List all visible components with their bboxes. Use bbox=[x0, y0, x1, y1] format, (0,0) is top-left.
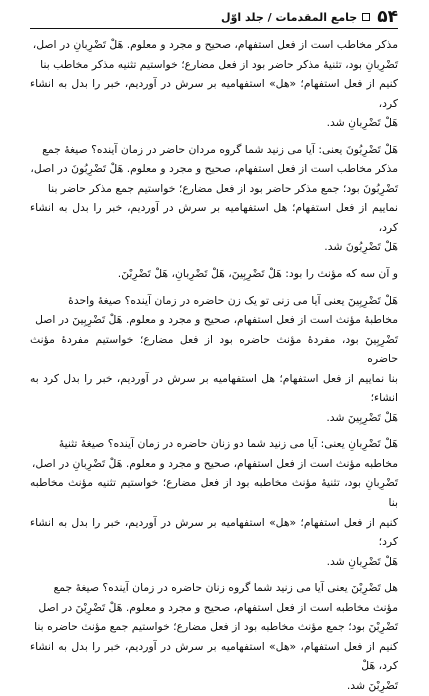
text-line: هَلْ تَضْرِبِینَ شد. bbox=[326, 410, 398, 424]
page-number: ۵۴ bbox=[377, 7, 398, 27]
paragraph bbox=[30, 140, 398, 257]
text-line: کنیم از فعل استفهام؛ «هل» استفهامیه بر سرش در آوردیم، خبر را بدل به انشاء کرد؛ bbox=[30, 515, 398, 549]
text-line: تَضْرِبانِ بود، تثنیهٔ مذکر حاضر بود از فعل مضارع؛ خواستیم تثنیه مذکر مخاطب بنا bbox=[40, 57, 398, 71]
text-line: مذکر مخاطب است از فعل استفهام، صحیح و مجرد و معلوم. هَلْ تَضْرِبُونَ در اصل، bbox=[30, 162, 398, 176]
header-rule bbox=[30, 28, 398, 29]
text-line: هل تَضْرِبْنَ یعنی آیا می زنید شما گروه زنان حاضره در زمان آینده؟ صیغهٔ جمع bbox=[53, 581, 398, 595]
text-line: مخاطبهٔ مؤنث است از فعل استفهام، صحیح و مجرد و معلوم. هَلْ تَضْرِبِینَ در اصل bbox=[35, 313, 398, 327]
text-line: هَلْ تَضْرِبُونَ یعنی: آیا می زنید شما گروه مردان حاضر در زمان آینده؟ صیغهٔ جمع bbox=[42, 142, 398, 156]
text-line: تَضْرِبِینَ بود، مفردهٔ مؤنث حاضره بود از فعل مضارع؛ خواستیم مفردهٔ مؤنث حاضره bbox=[30, 332, 398, 366]
paragraph bbox=[30, 578, 398, 695]
square-bullet-icon bbox=[362, 13, 370, 21]
text-line: بنا نماییم از فعل استفهام؛ هل استفهامیه بر سرش در آوردیم، خبر را بدل کرد به انشاء؛ bbox=[30, 371, 398, 405]
text-line: تَضْرِبُونَ بود؛ جمع مذکر حاضر بود از فعل مضارع؛ خواستیم جمع مذکر حاضر بنا bbox=[47, 181, 398, 195]
text-line: مخاطبه مؤنث است از فعل استفهام، صحیح و مجرد و معلوم. هَلْ تَضْرِبانِ در اصل، bbox=[31, 456, 398, 470]
text-line: تَضْرِبانِ بود، تثنیهٔ مؤنث مخاطبه بود از فعل مضارع؛ خواستیم تثنیه مؤنث مخاطبه بنا bbox=[30, 476, 398, 510]
paragraph bbox=[30, 291, 398, 428]
text-line: تَضْرِبْنَ بود؛ جمع مؤنث مخاطبه بود از فعل مضارع؛ خواستیم جمع مؤنث حاضره بنا bbox=[34, 620, 398, 634]
running-title: جامع المقدمات / جلد اوّل bbox=[221, 10, 358, 24]
text-line: و آن سه که مؤنث را بود: هَلْ تَضْرِبِینَ، هَلْ تَضْرِبانِ، هَلْ تَضْرِبْنَ. bbox=[117, 267, 398, 281]
text-line: نماییم از فعل استفهام؛ هل استفهامیه بر سرش در آوردیم، خبر را بدل به انشاء کرد، bbox=[30, 201, 398, 234]
text-line: هَلْ تَضْرِبانِ شد. bbox=[326, 554, 398, 568]
text-line: هَلْ تَضْرِبُونَ شد. bbox=[324, 240, 398, 254]
text-line: تَضْرِبْنَ شد. bbox=[346, 678, 398, 692]
text-line: هَلْ تَضْرِبانِ یعنی: آیا می زنید شما دو زنان حاضره در زمان آینده؟ صیغهٔ تثنیهٔ bbox=[58, 437, 398, 451]
text-line: کنیم از فعل استفهام؛ «هل» استفهامیه بر سرش در آوردیم، خبر را بدل به انشاء کرد، bbox=[30, 77, 398, 110]
text-line: هَلْ تَضْرِبانِ شد. bbox=[326, 116, 398, 130]
text-line: مؤنث مخاطبه است از فعل استفهام، صحیح و مجرد و معلوم. هَلْ تَضْرِبْنَ در اصل bbox=[38, 600, 398, 614]
body-text bbox=[30, 35, 398, 696]
text-line: کنیم از فعل استفهام، «هل» استفهامیه بر سرش در آوردیم، خبر را بدل به انشاء کرد، هَلْ bbox=[30, 639, 398, 673]
paragraph bbox=[30, 264, 398, 284]
paragraph bbox=[30, 434, 398, 571]
text-line: مذکر مخاطب است از فعل استفهام، صحیح و مجرد و معلوم. هَلْ تَضْرِبانِ در اصل، bbox=[32, 38, 398, 51]
page-header bbox=[30, 7, 398, 27]
text-line: هَلْ تَضْرِبِینَ یعنی آیا می زنی تو یک زن حاضره در زمان آینده؟ صیغهٔ واحدهٔ bbox=[68, 293, 398, 307]
paragraph bbox=[30, 35, 398, 133]
